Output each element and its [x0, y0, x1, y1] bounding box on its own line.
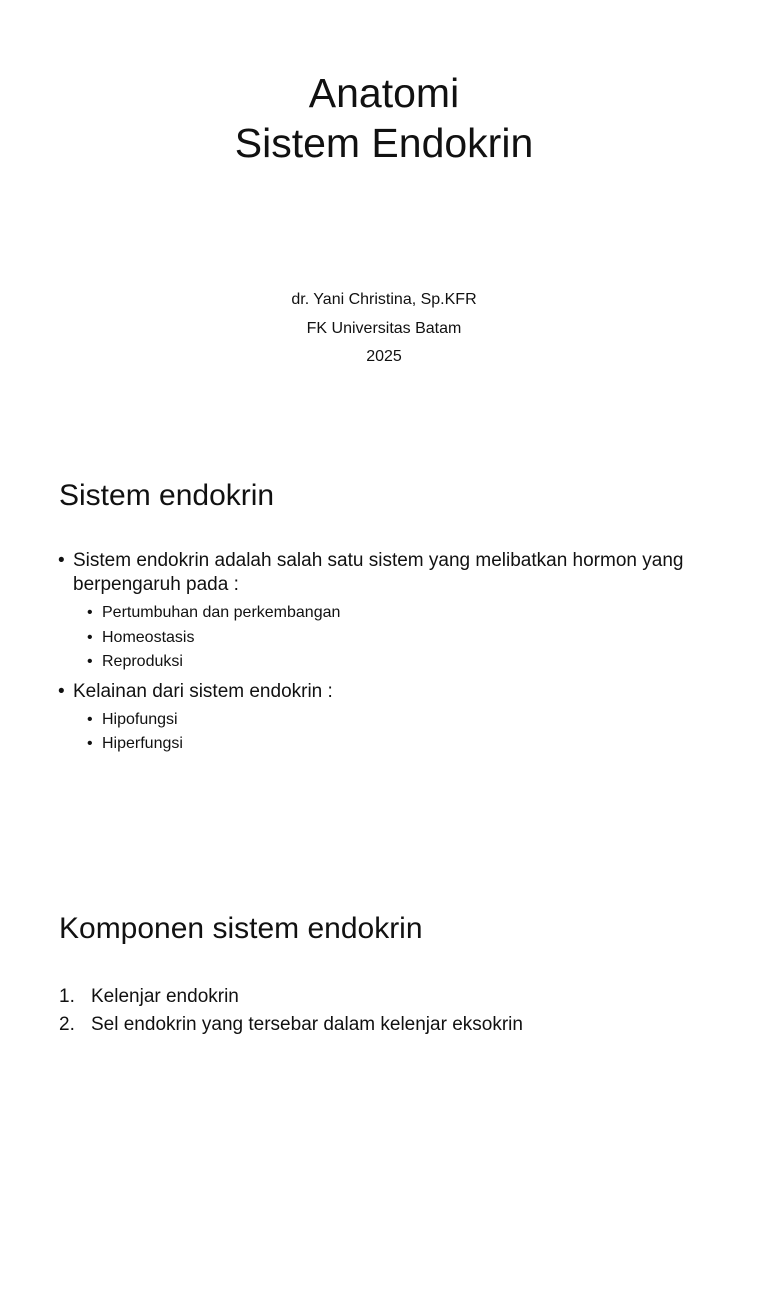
sub-bullet-text: Homeostasis: [102, 628, 195, 646]
sub-bullet-text: Hiperfungsi: [102, 735, 183, 752]
numbered-list: [59, 983, 739, 1039]
sub-bullet-text: Reproduksi: [102, 653, 183, 670]
bullet-list: [58, 549, 738, 757]
institution: FK Universitas Batam: [306, 319, 462, 337]
bullet-item: [58, 549, 738, 675]
sub-bullet-list: [73, 601, 738, 675]
slide-heading: Komponen sistem endokrin: [59, 912, 423, 945]
slide-title: [0, 68, 768, 168]
sub-bullet-item: [73, 626, 738, 651]
bullet-dot: •: [87, 628, 93, 646]
bullet-dot: •: [87, 710, 93, 728]
bullet-dot: •: [87, 604, 93, 621]
bullet-text: Kelainan dari sistem endokrin :: [73, 680, 333, 702]
bullet-dot: •: [58, 550, 65, 571]
sub-bullet-text: Pertumbuhan dan perkembangan: [102, 604, 341, 621]
title-line-2: Sistem Endokrin: [234, 120, 534, 166]
sub-bullet-item: [73, 650, 738, 675]
sub-bullet-item: [73, 601, 738, 626]
author-name: dr. Yani Christina, Sp.KFR: [291, 291, 477, 308]
slide-heading: Sistem endokrin: [59, 479, 275, 512]
title-line-1: Anatomi: [308, 70, 460, 116]
content-slide-sistem-endokrin: [0, 432, 768, 864]
sub-bullet-list: [73, 708, 738, 757]
title-slide: [0, 0, 768, 432]
numbered-item: [59, 983, 739, 1011]
item-text: Sel endokrin yang tersebar dalam kelenjar eksokrin: [91, 1014, 523, 1035]
sub-bullet-item: [73, 732, 738, 757]
sub-bullet-text: Hipofungsi: [102, 710, 178, 728]
item-number: 2.: [59, 1014, 75, 1035]
bullet-item: [58, 680, 738, 757]
sub-bullet-item: [73, 708, 738, 733]
bullet-text: Sistem endokrin adalah salah satu sistem yang melibatkan hormon yang berpengaruh pada :: [73, 550, 684, 595]
slide-subtitle: [0, 286, 768, 372]
item-text: Kelenjar endokrin: [91, 986, 239, 1007]
bullet-dot: •: [87, 653, 93, 670]
content-slide-komponen: [0, 864, 768, 1296]
numbered-item: [59, 1011, 739, 1039]
bullet-dot: •: [58, 680, 65, 702]
bullet-dot: •: [87, 735, 93, 752]
item-number: 1.: [59, 986, 75, 1007]
year: 2025: [366, 348, 402, 365]
